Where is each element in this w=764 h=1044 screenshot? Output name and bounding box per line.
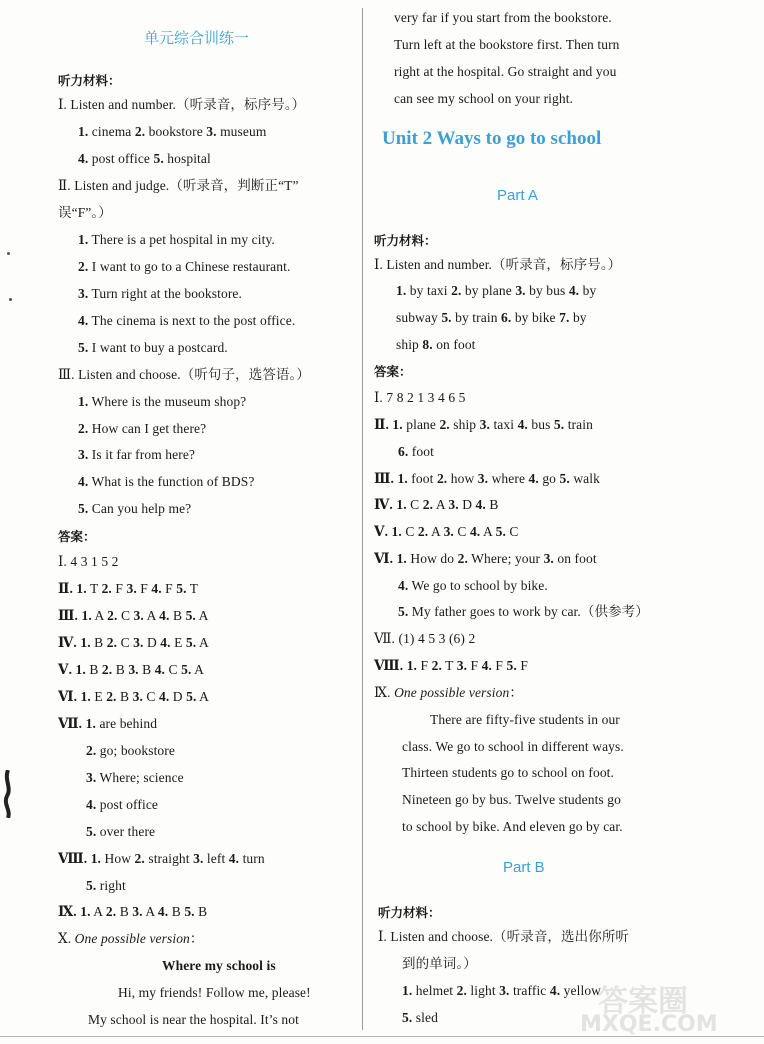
answer-9: Ⅸ. One possible version： bbox=[374, 685, 523, 700]
q3-item: 5. Can you help me? bbox=[78, 501, 192, 516]
q1-heading: Ⅰ. Listen and number.（听录音，标序号。） bbox=[58, 97, 306, 112]
q2-item: 1. There is a pet hospital in my city. bbox=[78, 232, 275, 247]
answer-7-item: 5. over there bbox=[86, 824, 156, 839]
answer-2-cont: 6. foot bbox=[398, 444, 434, 459]
answers-label: 答案： bbox=[58, 529, 96, 544]
answer-6-item: 5. My father goes to work by car.（供参考） bbox=[398, 604, 649, 619]
q3-heading: Ⅲ. Listen and choose.（听句子，选答语。） bbox=[58, 367, 310, 382]
q1-line3: ship 8. on foot bbox=[396, 337, 476, 352]
answer-1: Ⅰ. 4 3 1 5 2 bbox=[58, 554, 119, 569]
q3-item: 4. What is the function of BDS? bbox=[78, 474, 255, 489]
part-b-title: Part B bbox=[503, 859, 545, 876]
q2-item: 2. I want to go to a Chinese restaurant. bbox=[78, 259, 291, 274]
b1-heading: Ⅰ. Listen and choose.（听录音，选出你所听 bbox=[378, 929, 630, 944]
q1-line1: 1. by taxi 2. by plane 3. by bus 4. by bbox=[396, 283, 597, 298]
listening-label: 听力材料： bbox=[58, 73, 121, 88]
b1-heading-cont: 到的单词。） bbox=[402, 956, 477, 971]
essay-line: class. We go to school in different ways. bbox=[402, 739, 624, 754]
q2-item: 5. I want to buy a postcard. bbox=[78, 340, 228, 355]
answer-6-item: 4. We go to school by bike. bbox=[398, 578, 548, 593]
q3-item: 3. Is it far from here? bbox=[78, 447, 196, 462]
answer-9: Ⅸ. 1. A 2. B 3. A 4. B 5. B bbox=[58, 904, 208, 919]
watermark-line2: MXQE.COM bbox=[580, 1012, 718, 1037]
answer-1: Ⅰ. 7 8 2 1 3 4 6 5 bbox=[374, 390, 466, 405]
answer-4: Ⅳ. 1. C 2. A 3. D 4. B bbox=[374, 497, 499, 512]
q1-line2: subway 5. by train 6. by bike 7. by bbox=[396, 310, 587, 325]
speck bbox=[7, 252, 10, 255]
listening-label: 听力材料： bbox=[378, 905, 441, 920]
essay-line: to school by bike. And eleven go by car. bbox=[402, 819, 623, 834]
watermark-line1: 答案圈 bbox=[598, 984, 688, 1019]
answer-6: Ⅵ. 1. How do 2. Where; your 3. on foot bbox=[374, 551, 597, 566]
answer-3: Ⅲ. 1. A 2. C 3. A 4. B 5. A bbox=[58, 608, 209, 623]
speck bbox=[9, 298, 12, 301]
answer-7-item: 3. Where; science bbox=[86, 770, 184, 785]
ink-smudge bbox=[2, 770, 14, 818]
essay-line: Thirteen students go to school on foot. bbox=[402, 765, 614, 780]
q2-heading: Ⅱ. Listen and judge.（听录音，判断正“T” bbox=[58, 178, 299, 193]
essay-line: Nineteen go by bus. Twelve students go bbox=[402, 792, 621, 807]
answer-5: Ⅴ. 1. C 2. A 3. C 4. A 5. C bbox=[374, 524, 519, 539]
essay-line: There are fifty-five students in our bbox=[430, 712, 620, 727]
q2-item: 4. The cinema is next to the post office. bbox=[78, 313, 296, 328]
answers-label: 答案： bbox=[374, 364, 412, 379]
answer-7: Ⅶ. 1. are behind bbox=[58, 716, 158, 731]
essay-line: Hi, my friends! Follow me, please! bbox=[118, 985, 311, 1000]
watermark-logo bbox=[580, 976, 750, 1038]
answer-7-item: 4. post office bbox=[86, 797, 159, 812]
answer-8: Ⅷ. 1. How 2. straight 3. left 4. turn bbox=[58, 851, 265, 866]
answer-7: Ⅶ. (1) 4 5 3 (6) 2 bbox=[374, 631, 476, 646]
answer-5: Ⅴ. 1. B 2. B 3. B 4. C 5. A bbox=[58, 662, 205, 677]
q1-words-line2: 4. post office 5. hospital bbox=[78, 151, 211, 166]
column-divider bbox=[362, 8, 363, 1030]
answer-8: Ⅷ. 1. F 2. T 3. F 4. F 5. F bbox=[374, 658, 528, 673]
essay-title: Where my school is bbox=[162, 958, 276, 973]
q3-item: 2. How can I get there? bbox=[78, 421, 207, 436]
unit-review-title: 单元综合训练一 bbox=[144, 30, 250, 47]
answer-7-item: 2. go; bookstore bbox=[86, 743, 175, 758]
answer-3: Ⅲ. 1. foot 2. how 3. where 4. go 5. walk bbox=[374, 471, 600, 486]
q3-item: 1. Where is the museum shop? bbox=[78, 394, 247, 409]
listening-label: 听力材料： bbox=[374, 233, 437, 248]
answer-2: Ⅱ. 1. T 2. F 3. F 4. F 5. T bbox=[58, 581, 199, 596]
answer-6: Ⅵ. 1. E 2. B 3. C 4. D 5. A bbox=[58, 689, 210, 704]
answer-10: Ⅹ. One possible version： bbox=[58, 931, 204, 946]
essay-cont-line: right at the hospital. Go straight and you bbox=[394, 64, 617, 79]
answer-4: Ⅳ. 1. B 2. C 3. D 4. E 5. A bbox=[58, 635, 209, 650]
q2-item: 3. Turn right at the bookstore. bbox=[78, 286, 242, 301]
part-a-title: Part A bbox=[497, 187, 538, 204]
b1-line2: 5. sled bbox=[402, 1010, 438, 1025]
unit-title: Unit 2 Ways to go to school bbox=[382, 128, 602, 149]
b1-line1: 1. helmet 2. light 3. traffic 4. yellow bbox=[402, 983, 602, 998]
essay-cont-line: can see my school on your right. bbox=[394, 91, 574, 106]
answer-8-cont: 5. right bbox=[86, 878, 126, 893]
essay-cont-line: very far if you start from the bookstore. bbox=[394, 10, 612, 25]
essay-cont-line: Turn left at the bookstore first. Then turn bbox=[394, 37, 620, 52]
q2-heading-cont: 误“F”。） bbox=[58, 205, 112, 220]
q1-heading: Ⅰ. Listen and number.（听录音，标序号。） bbox=[374, 257, 622, 272]
essay-line: My school is near the hospital. It’s not bbox=[88, 1012, 299, 1027]
q1-words-line1: 1. cinema 2. bookstore 3. museum bbox=[78, 124, 267, 139]
answer-2: Ⅱ. 1. plane 2. ship 3. taxi 4. bus 5. train bbox=[374, 417, 593, 432]
